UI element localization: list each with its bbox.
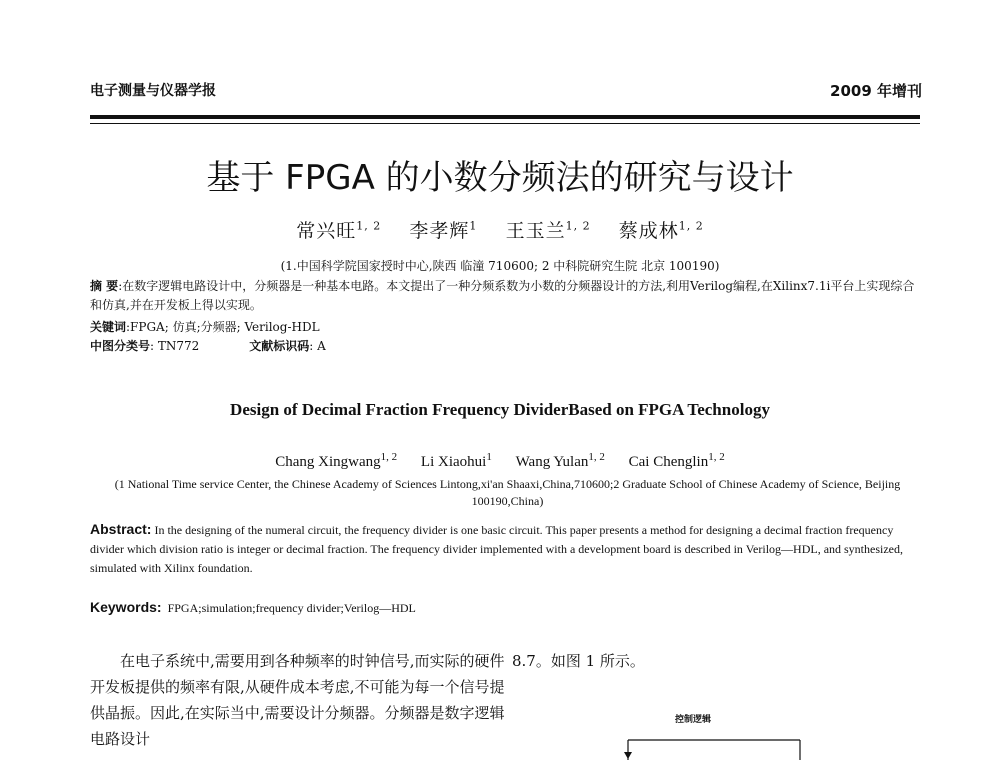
author-en-sup: 1, 2 xyxy=(708,451,725,463)
keywords-cn-label: 关键词 xyxy=(90,320,127,334)
abstract-en xyxy=(90,520,925,578)
classification-line xyxy=(90,337,925,356)
author-en-name: Cai Chenglin xyxy=(628,454,709,470)
author-cn: 王玉兰 xyxy=(505,220,566,242)
author-cn-sup: 1 xyxy=(469,219,478,233)
abstract-cn-label: 摘 要 xyxy=(90,279,119,293)
issue-label: 2009 年增刊 xyxy=(830,82,922,100)
paper-title: 基于 FPGA 的小数分频法的研究与设计 xyxy=(206,158,794,198)
title-en: Design of Decimal Fraction Frequency DividerBased on FPGA Technology xyxy=(230,400,770,419)
author-en xyxy=(515,451,605,470)
body-column-left xyxy=(90,648,510,752)
author-cn: 常兴旺 xyxy=(296,220,357,242)
keywords-en-text: FPGA;simulation;frequency divider;Verilog—HDL xyxy=(167,601,416,615)
author-en xyxy=(420,451,492,470)
authors-cn xyxy=(0,216,1000,243)
author-en xyxy=(275,451,398,470)
author-en-sup: 1 xyxy=(486,451,492,463)
author-en xyxy=(628,451,725,470)
abstract-cn-text: :在数字逻辑电路设计中，分频器是一种基本电路。本文提出了一种分频系数为小数的分频器设计的方法,利用Verilog编程,在Xilinx7.1i平台上实现综合和仿真,并在开发板上得以实现。 xyxy=(90,279,915,312)
keywords-en xyxy=(90,598,925,618)
body-paragraph: 在电子系统中,需要用到各种频率的时钟信号,而实际的硬件开发板提供的频率有限,从硬件成本考虑,不可能为每一个信号提供晶振。因此,在实际当中,需要设计分频器。分频器是数字逻辑电路设计 xyxy=(90,652,505,748)
author-en-name: Li Xiaohui xyxy=(420,454,487,470)
keywords-cn xyxy=(90,318,925,337)
author-cn-sup: 1, 2 xyxy=(678,219,704,233)
figure-diagram xyxy=(610,728,810,760)
affiliation-en: (1 National Time service Center, the Chinese Academy of Sciences Lintong,xi'an Shaaxi,China,710600;2 Graduate School of Chinese Academy of Science, Beijing 100190,China) xyxy=(114,477,901,508)
author-cn-sup: 1, 2 xyxy=(565,219,591,233)
keywords-en-label: Keywords: xyxy=(90,599,162,615)
author-en-sup: 1, 2 xyxy=(588,451,605,463)
figure-label: 控制逻辑 xyxy=(675,715,712,725)
cls-label: 中图分类号 xyxy=(90,339,151,353)
header-rule-thin xyxy=(90,123,920,124)
figure-arrow-icon xyxy=(624,752,632,759)
body-column-right: 8.7。如图 1 所示。 xyxy=(512,652,645,670)
keywords-cn-text: :FPGA; 仿真;分频器; Verilog-HDL xyxy=(126,320,320,334)
author-en-name: Wang Yulan xyxy=(515,454,589,470)
author-cn-sup: 1, 2 xyxy=(356,219,382,233)
authors-en xyxy=(0,451,1000,471)
affiliation-cn: (1.中国科学院国家授时中心,陕西 临潼 710600; 2 中科院研究生院 北京 100190) xyxy=(280,259,720,273)
abstract-en-label: Abstract: xyxy=(90,521,152,537)
abstract-cn xyxy=(90,277,925,315)
journal-name: 电子测量与仪器学报 xyxy=(90,83,216,99)
cls-value: : TN772 xyxy=(150,339,200,353)
header-rule-thick xyxy=(90,115,920,119)
doc-code-label: 文献标识码 xyxy=(249,339,310,353)
author-cn: 李孝辉 xyxy=(409,220,470,242)
doc-code-value: : A xyxy=(309,339,326,353)
author-cn: 蔡成林 xyxy=(618,220,679,242)
abstract-en-text: In the designing of the numeral circuit, the frequency divider is one basic circuit. This paper presents a method for designing a decimal fraction frequency divider which division ratio is integer or decimal fraction. The frequency divider implemented with a development board is described in Verilog—HDL, and synthesized, simulated with Xilinx foundation. xyxy=(90,523,903,575)
author-en-name: Chang Xingwang xyxy=(275,454,381,470)
author-en-sup: 1, 2 xyxy=(380,451,398,463)
